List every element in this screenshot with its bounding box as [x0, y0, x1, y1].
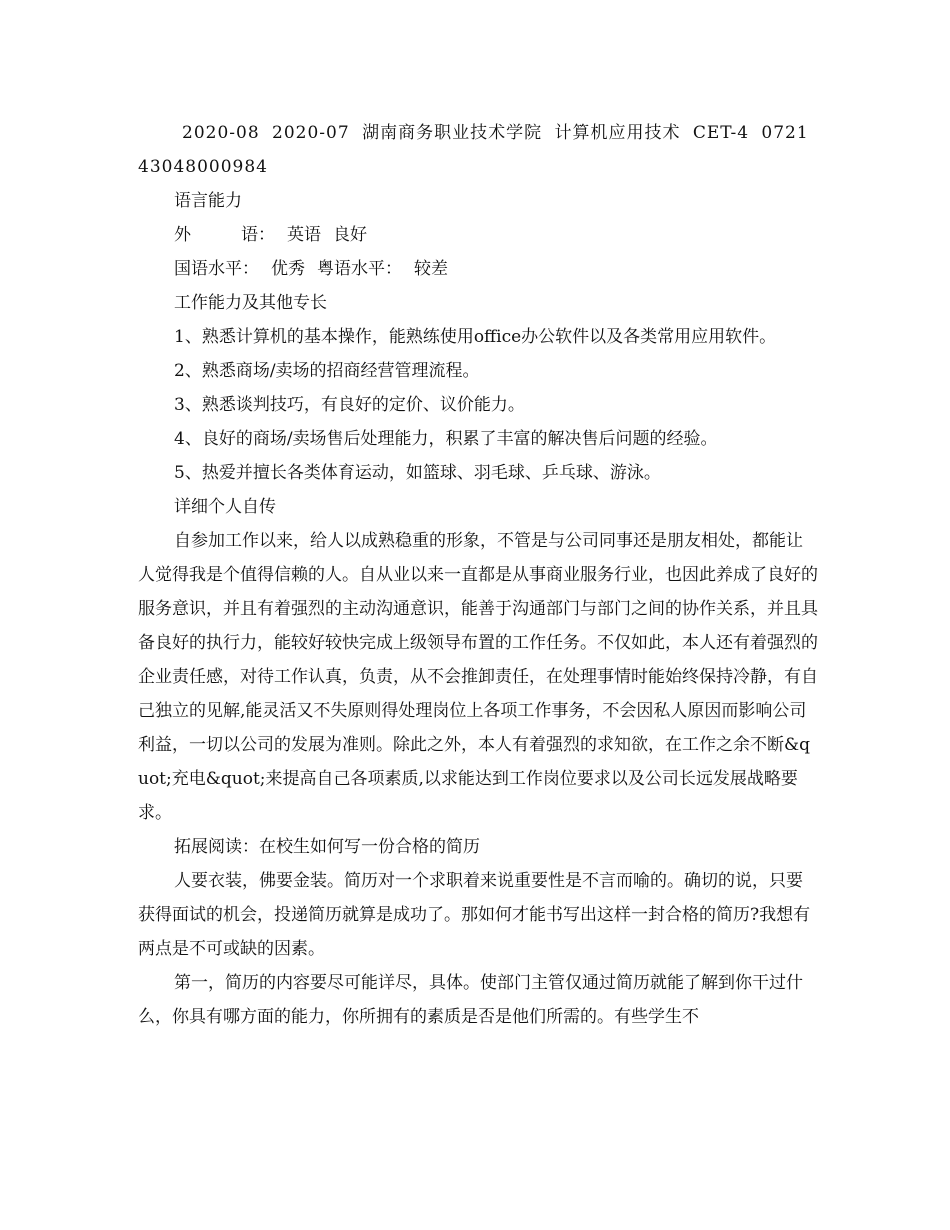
section-heading-language: 语言能力 [174, 191, 242, 211]
section-heading-extended-reading: 拓展阅读：在校生如何写一份合格的简历 [174, 837, 480, 857]
foreign-label-part2: 语： [241, 225, 275, 245]
extended-paragraph: 第一，简历的内容要尽可能详尽，具体。使部门主管仅通过简历就能了解到你干过什么，你具有哪方面的能力，你所拥有的素质是否是他们所需的。有些学生不 [138, 973, 803, 1027]
extended-paragraph: 人要衣装，佛要金装。简历对一个求职着来说重要性是不言而喻的。确切的说，只要获得面试的机会，投递简历就算是成功了。那如何才能书写出这样一封合格的简历?我想有两点是不可或缺的因素。 [138, 871, 811, 959]
cantonese-label: 粤语水平： [317, 259, 402, 279]
education-header-line: 2020-08 2020-07 湖南商务职业技术学院 计算机应用技术 CET-4 072143048000984 [138, 123, 809, 177]
section-heading-skills: 工作能力及其他专长 [174, 293, 327, 313]
skill-item: 4、良好的商场/卖场售后处理能力，积累了丰富的解决售后问题的经验。 [174, 429, 718, 449]
skill-item: 5、热爱并擅长各类体育运动，如篮球、羽毛球、乒乓球、游泳。 [174, 463, 661, 483]
section-heading-bio: 详细个人自传 [174, 497, 276, 517]
skill-item: 2、熟悉商场/卖场的招商经营管理流程。 [174, 361, 480, 381]
foreign-label-part1: 外 [174, 225, 191, 245]
cantonese-level: 较差 [414, 259, 448, 279]
document-body [138, 116, 818, 1034]
foreign-language-value: 英语 [287, 225, 321, 245]
mandarin-level: 优秀 [271, 259, 305, 279]
skill-item: 1、熟悉计算机的基本操作，能熟练使用office办公软件以及各类常用应用软件。 [174, 327, 777, 347]
bio-paragraph: 自参加工作以来，给人以成熟稳重的形象，不管是与公司同事还是朋友相处，都能让人觉得我是个值得信赖的人。自从业以来一直都是从事商业服务行业，也因此养成了良好的服务意识，并且有着强烈的主动沟通意识，能善于沟通部门与部门之间的协作关系，并且具备良好的执行力，能较好较快完成上级领导布置的工作任务。不仅如此，本人还有着强烈的企业责任感，对待工作认真，负责，从不会推卸责任，在处理事情时能始终保持冷静，有自己独立的见解,能灵活又不失原则得处理岗位上各项工作事务，不会因私人原因而影响公司利益，一切以公司的发展为准则。除此之外，本人有着强烈的求知欲，在工作之余不断&quot;充电&quot;来提高自己各项素质,以求能达到工作岗位要求以及公司长远发展战略要求。 [138, 531, 818, 823]
foreign-language-row [138, 218, 818, 252]
mandarin-label: 国语水平： [174, 259, 259, 279]
skill-item: 3、熟悉谈判技巧，有良好的定价、议价能力。 [174, 395, 525, 415]
dialect-row [138, 252, 818, 286]
foreign-language-level: 良好 [333, 225, 367, 245]
